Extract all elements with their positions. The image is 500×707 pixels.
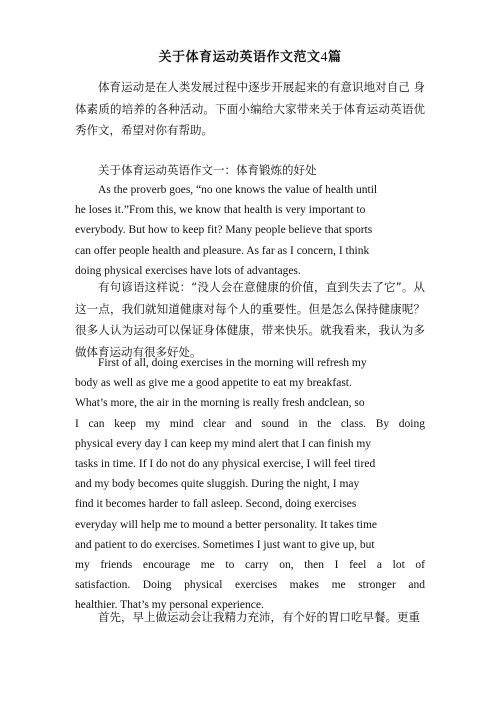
- title-suffix: 篇: [328, 50, 342, 65]
- text-line: healthier. That’s my personal experience.: [75, 599, 264, 612]
- text-line: physical every day I can keep my mind alert that I can finish my: [75, 437, 372, 450]
- text-line: can offer people health and pleasure. As far as I concern, I think: [75, 244, 370, 257]
- text-line: and my body becomes quite sluggish. During the night, I may: [75, 478, 360, 491]
- text-line: As the proverb goes, “no one knows the value of health until: [98, 184, 378, 196]
- english-paragraph-1: [75, 180, 425, 281]
- section-heading-block: [75, 160, 425, 182]
- chinese-paragraph-2: 首先，早上做运动会让我精力充沛，有个好的胃口吃早餐。更重: [98, 610, 420, 624]
- section-heading: 关于体育运动英语作文一：体育锻炼的好处: [98, 163, 317, 177]
- title-text: 关于体育运动英语作文范文: [158, 50, 321, 65]
- text-line: find it becomes harder to fall asleep. Second, doing exercises: [75, 498, 357, 511]
- text-line: I can keep my mind clear and sound in the class. By doing: [75, 417, 425, 430]
- chinese-paragraph-1-block: [75, 277, 425, 363]
- english-paragraph-2: [75, 353, 425, 616]
- text-line: First of all, doing exercises in the morning will refresh my: [98, 357, 367, 369]
- text-line: everybody. But how to keep fit? Many people believe that sports: [75, 224, 373, 237]
- text-line: body as well as give me a good appetite to eat my breakfast.: [75, 377, 352, 390]
- text-line: What’s more, the air in the morning is really fresh andclean, so: [75, 397, 365, 410]
- text-line: he loses it.”From this, we know that health is very important to: [75, 204, 366, 217]
- intro-block: [75, 77, 425, 142]
- text-line: tasks in time. If I do not do any physical exercise, I will feel tired: [75, 458, 376, 471]
- text-line: doing physical exercises have lots of advantages.: [75, 264, 301, 277]
- page-title: [0, 46, 500, 66]
- text-line: my friends encourage me to carry on, then I feel a lot of: [75, 559, 425, 572]
- text-line: and patient to do exercises. Sometimes I just want to give up, but: [75, 538, 375, 551]
- title-number: 4: [320, 50, 328, 65]
- chinese-paragraph-2-block: [75, 607, 425, 629]
- intro-paragraph: 体育运动是在人类发展过程中逐步开展起来的有意识地对自己 身体素质的培养的各种活动。下面小编给大家带来关于体育运动英语优秀作文，希望对你有帮助。: [75, 80, 425, 137]
- text-line: everyday will help me to mound a better personality. It takes time: [75, 518, 377, 531]
- text-line: satisfaction. Doing physical exercises makes me stronger and: [75, 579, 425, 592]
- chinese-paragraph-1: 有句谚语这样说：“没人会在意健康的价值，直到失去了它”。从这一点，我们就知道健康对每个人的重要性。但是怎么保持健康呢？很多人认为运动可以保证身体健康，带来快乐。就我看来，我认为多做体育运动有很多好处。: [75, 280, 425, 359]
